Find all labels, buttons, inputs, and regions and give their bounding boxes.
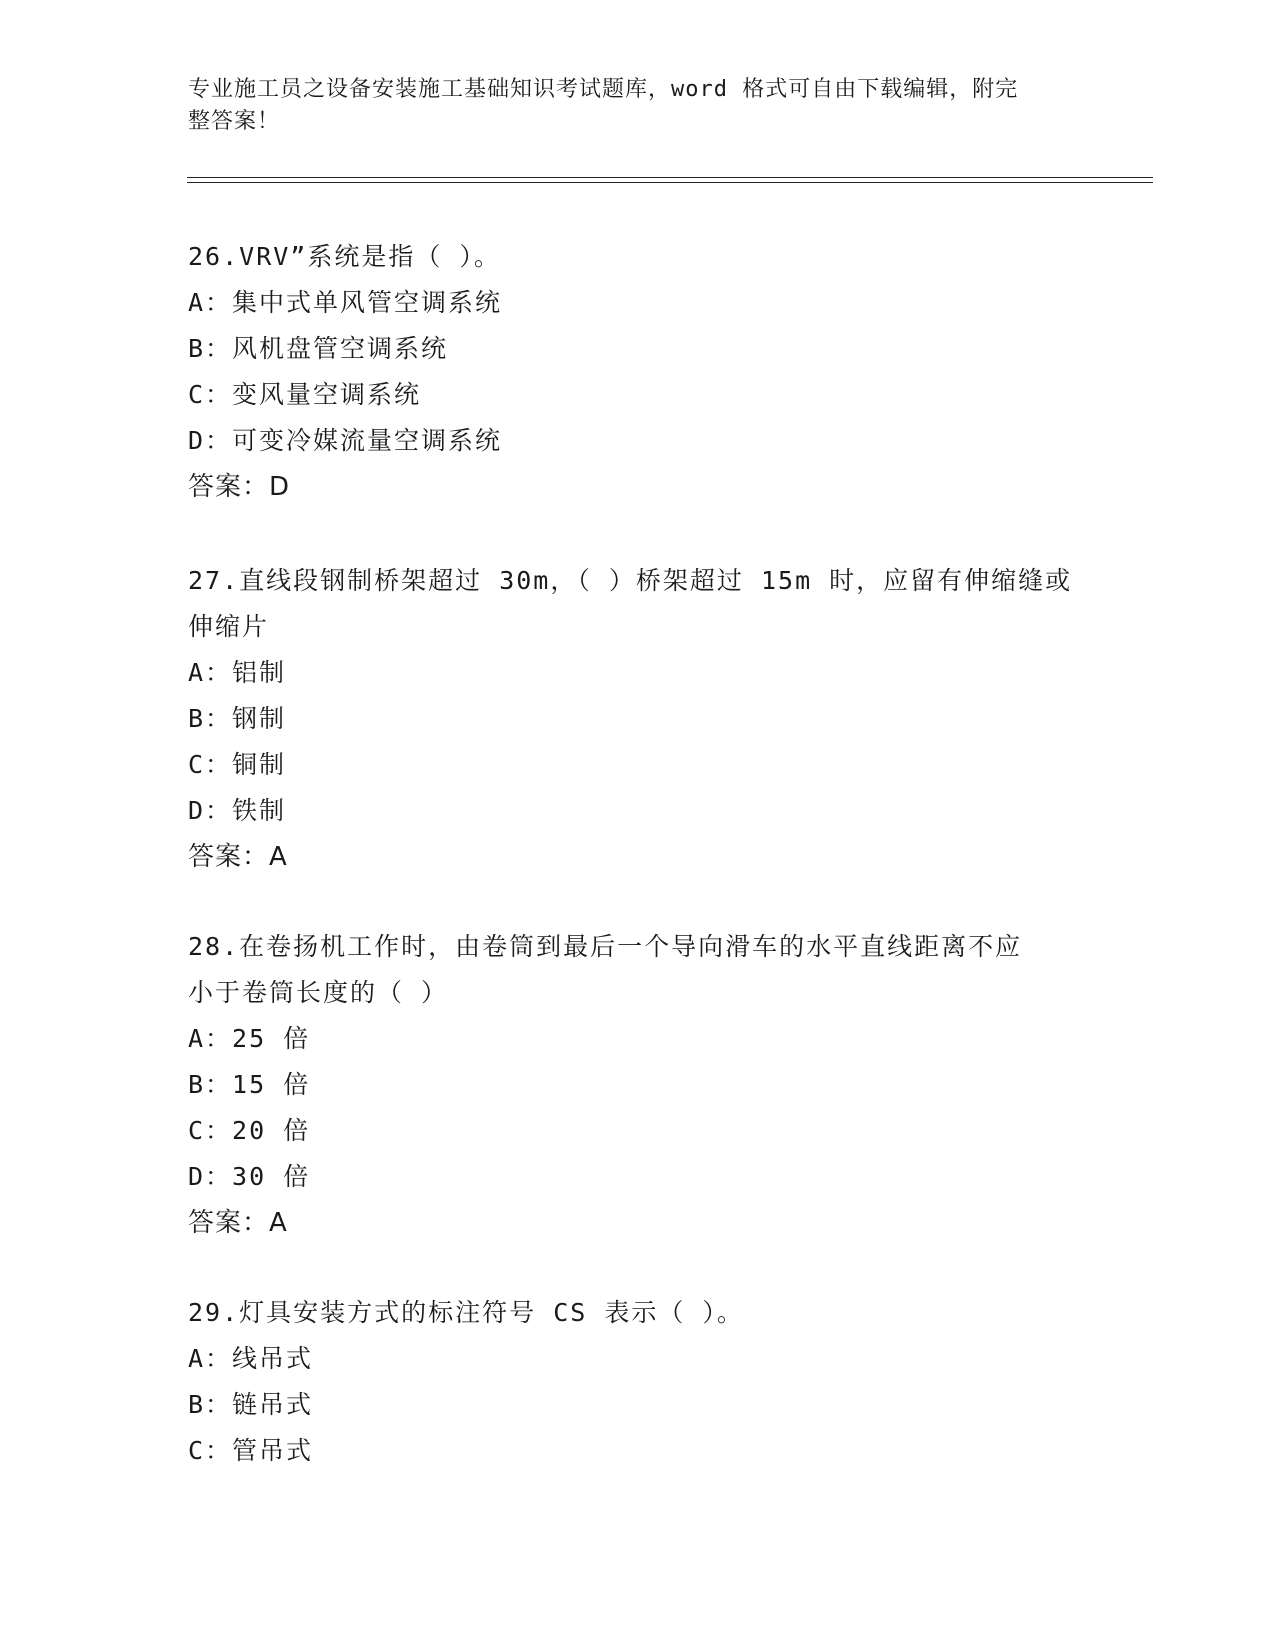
option-c: C：变风量空调系统	[188, 380, 422, 409]
question-26	[188, 234, 1088, 510]
question-stem-continued: 小于卷筒长度的（ ）	[188, 978, 449, 1007]
option-a: A：集中式单风管空调系统	[188, 288, 503, 317]
option-a: A：线吊式	[188, 1344, 314, 1373]
question-28	[188, 924, 1088, 1246]
option-d: D：可变冷媒流量空调系统	[188, 426, 503, 455]
question-29	[188, 1290, 1088, 1474]
question-27	[188, 558, 1088, 880]
option-c: C：20 倍	[188, 1116, 311, 1145]
option-d: D：30 倍	[188, 1162, 311, 1191]
question-stem: 26.VRV”系统是指（ ）。	[188, 242, 501, 271]
answer: 答案：A	[188, 842, 288, 872]
document-header	[188, 74, 1088, 138]
option-d: D：铁制	[188, 796, 287, 825]
header-line-1: 专业施工员之设备安装施工基础知识考试题库，word 格式可自由下载编辑，附完	[188, 77, 1019, 102]
question-stem: 28.在卷扬机工作时，由卷筒到最后一个导向滑车的水平直线距离不应	[188, 932, 1023, 961]
option-a: A：25 倍	[188, 1024, 311, 1053]
option-c: C：管吊式	[188, 1436, 314, 1465]
header-divider-top	[187, 177, 1153, 178]
option-c: C：铜制	[188, 750, 287, 779]
option-b: B：风机盘管空调系统	[188, 334, 449, 363]
option-a: A：铝制	[188, 658, 287, 687]
header-divider-bottom	[187, 182, 1153, 183]
question-stem-continued: 伸缩片	[188, 612, 270, 641]
option-b: B：15 倍	[188, 1070, 311, 1099]
answer: 答案：D	[188, 472, 291, 502]
header-line-2: 整答案！	[188, 109, 281, 134]
answer: 答案：A	[188, 1208, 288, 1238]
question-stem: 27.直线段钢制桥架超过 30m，（ ）桥架超过 15m 时，应留有伸缩缝或	[188, 566, 1073, 595]
question-stem: 29.灯具安装方式的标注符号 CS 表示（ ）。	[188, 1298, 744, 1327]
option-b: B：链吊式	[188, 1390, 314, 1419]
option-b: B：钢制	[188, 704, 287, 733]
